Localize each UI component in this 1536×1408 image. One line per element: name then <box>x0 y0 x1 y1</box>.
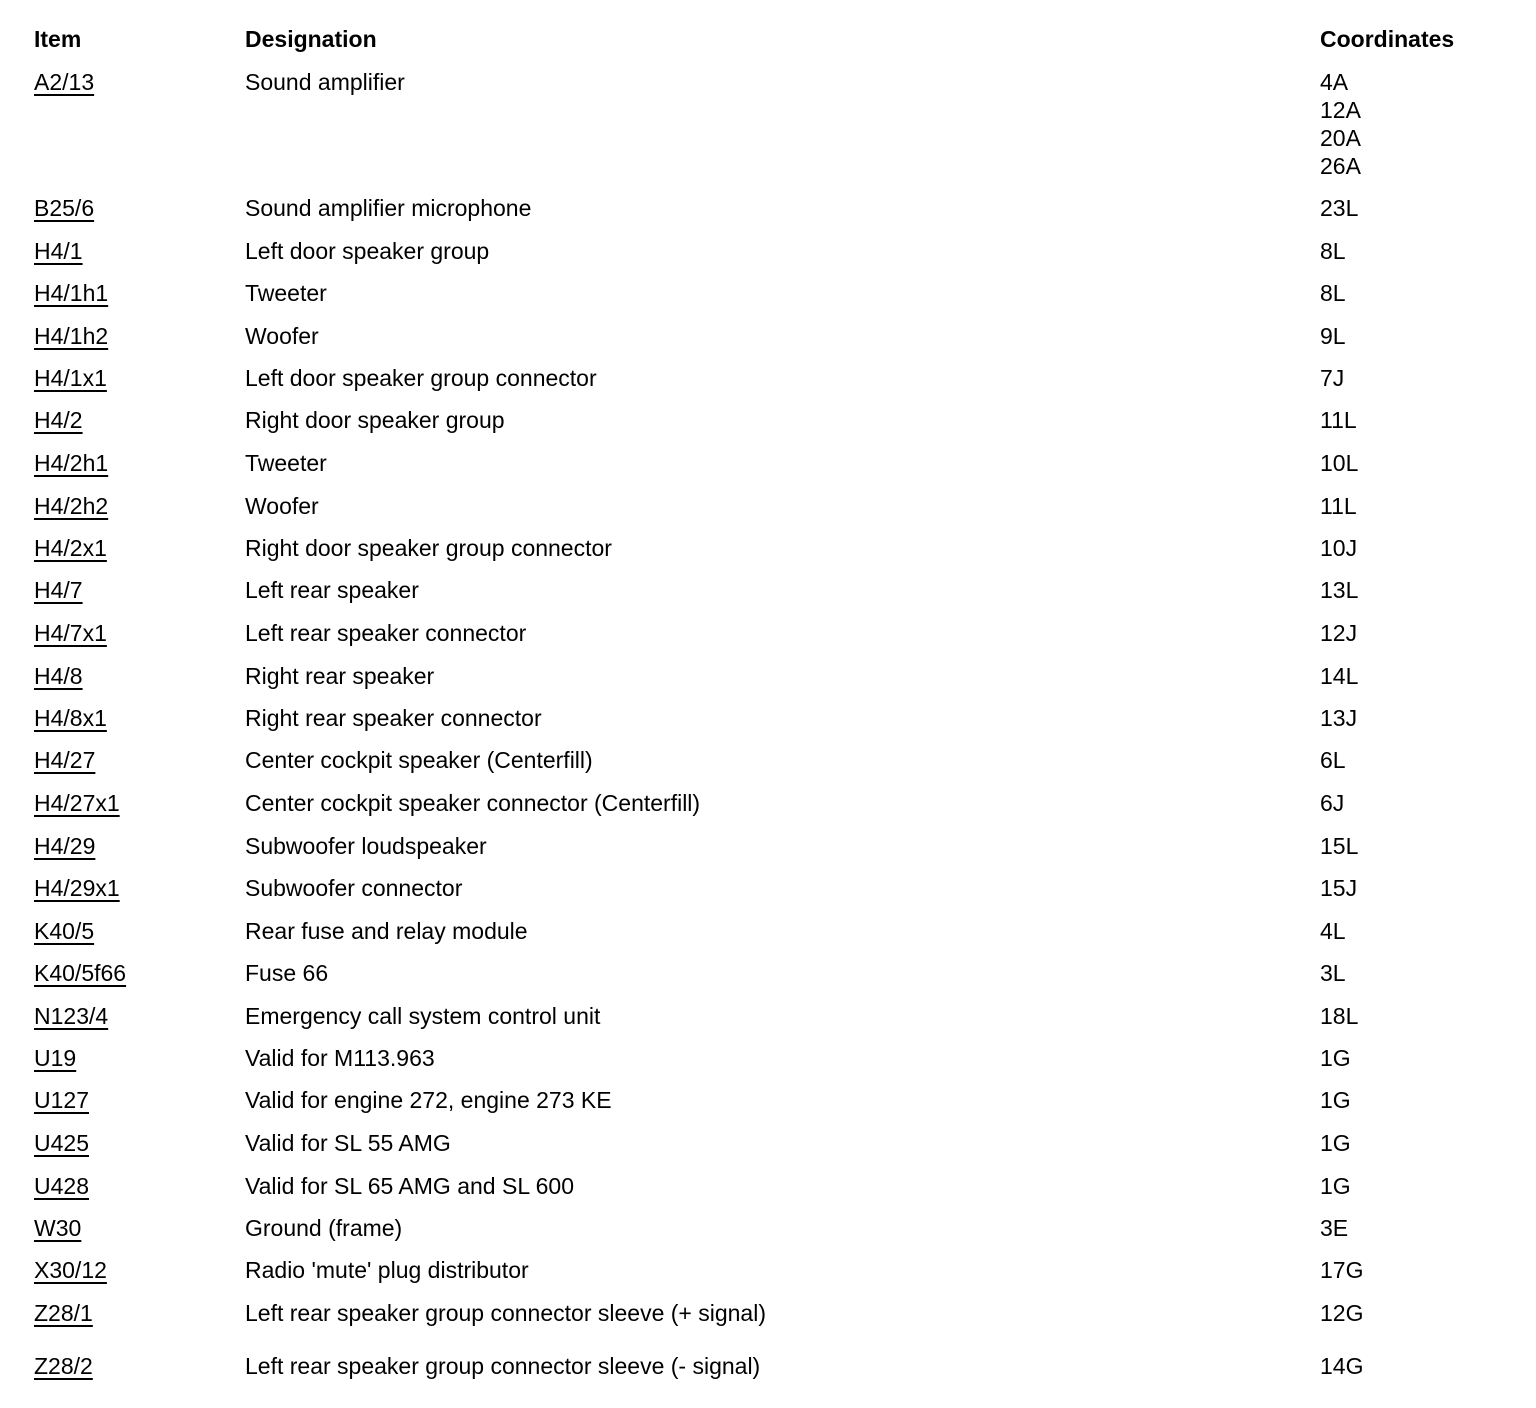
item-link[interactable]: X30/12 <box>34 1257 107 1283</box>
item-link[interactable]: H4/29 <box>34 833 96 859</box>
coordinate-value: 9L <box>1320 323 1346 349</box>
designation-text: Emergency call system control unit <box>245 1003 601 1029</box>
item-link[interactable]: K40/5f66 <box>34 960 127 986</box>
item-link[interactable]: B25/6 <box>34 195 95 221</box>
item-link[interactable]: A2/13 <box>34 69 95 95</box>
coordinates-cell <box>1320 364 1344 392</box>
coordinates-cell <box>1320 1129 1351 1157</box>
designation-text: Tweeter <box>245 450 327 476</box>
coordinates-cell <box>1320 194 1358 222</box>
designation-text: Valid for M113.963 <box>245 1045 435 1071</box>
coordinates-cell <box>1320 68 1361 180</box>
item-link[interactable]: H4/8x1 <box>34 705 107 731</box>
coordinates-cell <box>1320 492 1357 520</box>
item-link[interactable]: H4/7 <box>34 577 83 603</box>
designation-text: Subwoofer connector <box>245 875 463 901</box>
item-link[interactable]: H4/2x1 <box>34 535 107 561</box>
designation-text: Tweeter <box>245 280 327 306</box>
item-link[interactable]: U127 <box>34 1087 89 1113</box>
coordinate-value: 7J <box>1320 365 1345 391</box>
item-link[interactable]: H4/27 <box>34 747 96 773</box>
designation-text: Fuse 66 <box>245 960 329 986</box>
coordinates-cell <box>1320 1086 1351 1114</box>
coordinates-cell <box>1320 322 1346 350</box>
coordinates-cell <box>1320 619 1357 647</box>
coordinate-value: 11L <box>1320 493 1357 519</box>
item-link[interactable]: H4/2h1 <box>34 450 109 476</box>
item-link[interactable]: K40/5 <box>34 918 95 944</box>
coordinates-cell <box>1320 917 1346 945</box>
designation-text: Radio 'mute' plug distributor <box>245 1257 529 1283</box>
coordinates-cell <box>1320 576 1358 604</box>
coordinates-cell <box>1320 449 1358 477</box>
designation-text: Sound amplifier microphone <box>245 195 532 221</box>
coordinate-value: 8L <box>1320 280 1346 306</box>
coordinate-value: 13L <box>1320 577 1359 603</box>
coordinate-value: 3L <box>1320 960 1346 986</box>
item-link[interactable]: N123/4 <box>34 1003 109 1029</box>
coordinates-cell <box>1320 959 1346 987</box>
coordinates-cell <box>1320 1002 1358 1030</box>
coordinates-cell <box>1320 237 1346 265</box>
coordinate-value: 4A <box>1320 69 1349 95</box>
coordinates-cell <box>1320 1044 1351 1072</box>
coordinates-cell <box>1320 1172 1351 1200</box>
item-link[interactable]: W30 <box>34 1215 82 1241</box>
designation-text: Right rear speaker connector <box>245 705 542 731</box>
designation-text: Sound amplifier <box>245 69 405 95</box>
item-link[interactable]: U425 <box>34 1130 89 1156</box>
designation-text: Ground (frame) <box>245 1215 403 1241</box>
coordinate-value: 3E <box>1320 1215 1349 1241</box>
coordinate-value: 13J <box>1320 705 1358 731</box>
item-link[interactable]: H4/2h2 <box>34 493 109 519</box>
item-link[interactable]: H4/1h2 <box>34 323 109 349</box>
designation-text: Valid for engine 272, engine 273 KE <box>245 1087 612 1113</box>
coordinates-cell <box>1320 534 1357 562</box>
item-link[interactable]: H4/8 <box>34 663 83 689</box>
item-link[interactable]: H4/1h1 <box>34 280 109 306</box>
header-item: Item <box>34 26 82 52</box>
coordinates-cell <box>1320 1214 1348 1242</box>
coordinate-value: 18L <box>1320 1003 1359 1029</box>
coordinates-cell <box>1320 279 1346 307</box>
coordinate-value: 15J <box>1320 875 1358 901</box>
coordinate-value: 23L <box>1320 195 1359 221</box>
designation-text: Left rear speaker group connector sleeve (+ signal) <box>245 1300 766 1326</box>
coordinate-value: 1G <box>1320 1087 1351 1113</box>
coordinate-value: 1G <box>1320 1045 1351 1071</box>
coordinate-value: 1G <box>1320 1130 1351 1156</box>
coordinates-cell <box>1320 832 1358 860</box>
coordinate-value: 10L <box>1320 450 1359 476</box>
item-link[interactable]: Z28/2 <box>34 1353 93 1379</box>
coordinate-value: 12A <box>1320 97 1361 123</box>
designation-text: Right door speaker group <box>245 407 505 433</box>
item-link[interactable]: H4/29x1 <box>34 875 120 901</box>
coordinate-value: 10J <box>1320 535 1358 561</box>
coordinate-value: 17G <box>1320 1257 1364 1283</box>
coordinate-value: 6L <box>1320 747 1346 773</box>
coordinate-value: 8L <box>1320 238 1346 264</box>
header-designation: Designation <box>245 26 377 52</box>
designation-text: Woofer <box>245 323 319 349</box>
coordinate-value: 26A <box>1320 153 1361 179</box>
coordinate-value: 12J <box>1320 620 1358 646</box>
coordinate-value: 11L <box>1320 407 1357 433</box>
coordinate-value: 12G <box>1320 1300 1364 1326</box>
coordinates-cell <box>1320 704 1357 732</box>
designation-text: Left door speaker group <box>245 238 490 264</box>
coordinate-value: 15L <box>1320 833 1359 859</box>
coordinate-value: 4L <box>1320 918 1346 944</box>
coordinate-value: 1G <box>1320 1173 1351 1199</box>
item-link[interactable]: H4/1 <box>34 238 83 264</box>
designation-text: Valid for SL 65 AMG and SL 600 <box>245 1173 575 1199</box>
coordinate-value: 14G <box>1320 1353 1364 1379</box>
coordinates-cell <box>1320 874 1357 902</box>
item-link[interactable]: H4/7x1 <box>34 620 107 646</box>
designation-text: Right door speaker group connector <box>245 535 612 561</box>
item-link[interactable]: H4/2 <box>34 407 83 433</box>
item-link[interactable]: U19 <box>34 1045 77 1071</box>
coordinates-cell <box>1320 1352 1363 1380</box>
designation-text: Center cockpit speaker connector (Centerfill) <box>245 790 701 816</box>
designation-text: Woofer <box>245 493 319 519</box>
designation-text: Left rear speaker connector <box>245 620 527 646</box>
coordinates-cell <box>1320 1256 1363 1284</box>
header-coordinates: Coordinates <box>1320 26 1455 52</box>
designation-text: Right rear speaker <box>245 663 435 689</box>
designation-text: Center cockpit speaker (Centerfill) <box>245 747 593 773</box>
coordinate-value: 20A <box>1320 125 1361 151</box>
coordinate-value: 6J <box>1320 790 1345 816</box>
coordinates-cell <box>1320 746 1346 774</box>
item-link[interactable]: U428 <box>34 1173 89 1199</box>
coordinates-cell <box>1320 406 1357 434</box>
coordinates-cell <box>1320 1299 1363 1327</box>
designation-text: Left rear speaker <box>245 577 419 603</box>
designation-text: Left door speaker group connector <box>245 365 597 391</box>
coordinate-value: 14L <box>1320 663 1359 689</box>
designation-text: Subwoofer loudspeaker <box>245 833 487 859</box>
coordinates-cell <box>1320 789 1344 817</box>
coordinates-cell <box>1320 662 1358 690</box>
designation-text: Left rear speaker group connector sleeve (- signal) <box>245 1353 761 1379</box>
designation-text: Rear fuse and relay module <box>245 918 528 944</box>
item-link[interactable]: Z28/1 <box>34 1300 93 1326</box>
designation-text: Valid for SL 55 AMG <box>245 1130 451 1156</box>
item-link[interactable]: H4/1x1 <box>34 365 107 391</box>
item-link[interactable]: H4/27x1 <box>34 790 120 816</box>
